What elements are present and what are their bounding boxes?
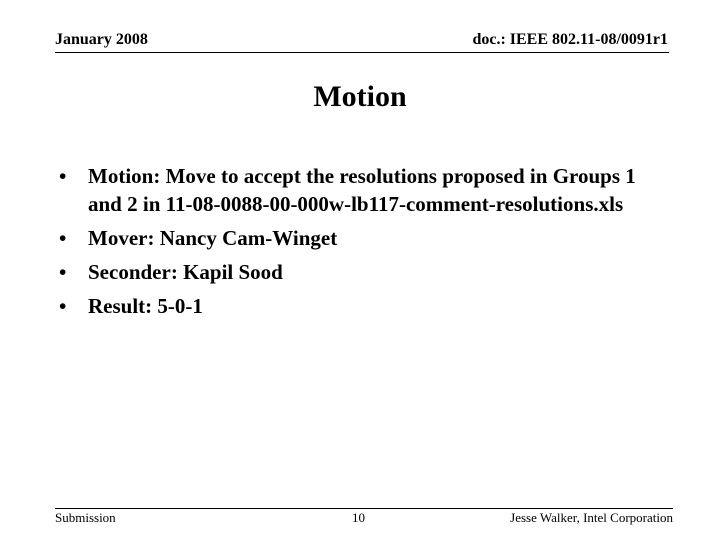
bullet-marker: •: [59, 294, 67, 318]
header-date: January 2008: [55, 31, 148, 48]
bullet-item-mover: [59, 224, 669, 252]
bullet-list: [59, 162, 669, 326]
header-doc-id: doc.: IEEE 802.11-08/0091r1: [472, 31, 668, 48]
bullet-marker: •: [59, 226, 67, 250]
footer-submission: Submission: [55, 510, 116, 525]
bullet-item-result: [59, 292, 669, 320]
footer-author: Jesse Walker, Intel Corporation: [510, 510, 673, 525]
bullet-marker: •: [59, 164, 67, 188]
bullet-text-result: Result: 5-0-1: [88, 294, 203, 318]
bullet-text-mover: Mover: Nancy Cam-Winget: [88, 226, 338, 250]
slide-title: Motion: [313, 80, 407, 113]
bullet-text-seconder: Seconder: Kapil Sood: [88, 260, 283, 284]
footer-page-number: 10: [352, 510, 365, 525]
bullet-item-seconder: [59, 258, 669, 286]
bullet-item-motion: [59, 162, 669, 218]
footer-divider: [55, 508, 673, 509]
bullet-text-motion: Motion: Move to accept the resolutions proposed in Groups 1 and 2 in 11-08-0088-00-000w-lb117-comment-resolutions.xls: [88, 164, 636, 216]
header-divider: [55, 52, 669, 53]
bullet-marker: •: [59, 260, 67, 284]
